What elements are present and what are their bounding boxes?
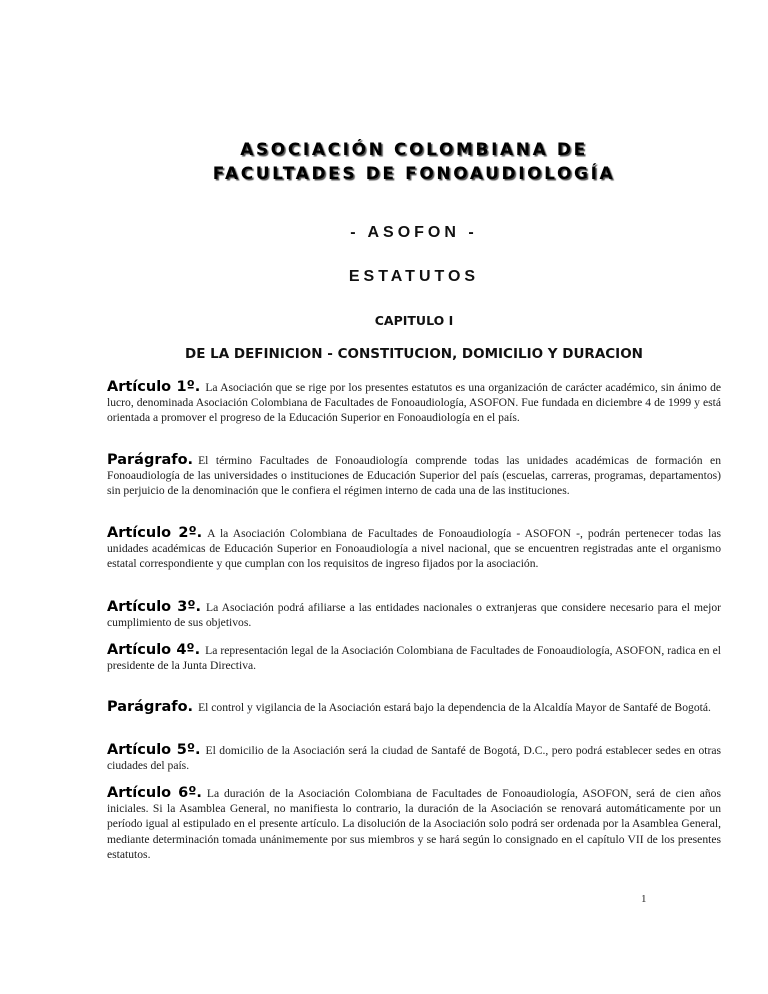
- article-6: [107, 786, 721, 862]
- doc-type-heading: ESTATUTOS: [348, 268, 480, 285]
- article-5: [107, 743, 721, 773]
- paragraph-2: [107, 700, 721, 715]
- article-label: Artículo 6º.: [107, 785, 202, 801]
- main-title-line1: ASOCIACIÓN COLOMBIANA DE: [240, 140, 588, 160]
- article-3: [107, 600, 721, 630]
- article-text: La representación legal de la Asociación Colombiana de Facultades de Fonoaudiología, ASOFON, radica en el presidente de la Junta Directiva.: [107, 644, 722, 673]
- article-text: A la Asociación Colombiana de Facultades de Fonoaudiología - ASOFON -, podrán pertenecer todas las unidades académicas de Educación Superior en Fonoaudiología a nivel nacional, que se encuentren registradas ante el organismo estatal correspondiente y que cumplan con los requisitos de ingreso fijados por la asociación.: [107, 527, 721, 571]
- article-label: Artículo 4º.: [107, 642, 201, 658]
- article-label: Artículo 1º.: [107, 379, 201, 395]
- article-text: El domicilio de la Asociación será la ciudad de Santafé de Bogotá, D.C., pero podrá establecer sedes en otras ciudades del país.: [107, 744, 721, 773]
- article-label: Artículo 3º.: [107, 599, 202, 615]
- page-number: 1: [641, 893, 647, 905]
- article-text: La Asociación podrá afiliarse a las entidades nacionales o extranjeras que considere necesario para el mejor cumplimiento de sus objetivos.: [107, 601, 721, 630]
- article-label: Artículo 2º.: [107, 525, 203, 541]
- article-text: La duración de la Asociación Colombiana de Facultades de Fonoaudiología, ASOFON, será de cien años iniciales. Si la Asamblea General, no manifiesta lo contrario, la duración de la Asociación se renovará automáticamente por un período igual al estipulado en el presente artículo. La disolución de la Asociación solo podrá ser ordenada por la Asamblea General, mediante determinación tomada unánimemente por sus miembros y se hará según lo consignado en el capítulo VII de los presentes estatutos.: [107, 787, 721, 861]
- article-label: Artículo 5º.: [107, 742, 201, 758]
- article-text: La Asociación que se rige por los presentes estatutos es una organización de carácter académico, sin ánimo de lucro, denominada Asociación Colombiana de Facultades de Fonoaudiología, ASOFON. Fue fundada en diciembre 4 de 1999 y está orientada a promover el progreso de la Educación Superior en Fonoaudiología en el país.: [107, 381, 722, 425]
- paragraph-1: [107, 453, 721, 499]
- article-2: [107, 526, 721, 572]
- main-title-line2: FACULTADES DE FONOAUDIOLOGÍA: [212, 164, 616, 184]
- paragraph-label: Parágrafo.: [107, 699, 194, 715]
- chapter-heading: CAPITULO I: [374, 313, 454, 328]
- paragraph-text: El control y vigilancia de la Asociación estará bajo la dependencia de la Alcaldía Mayor de Santafé de Bogotá.: [198, 701, 711, 714]
- chapter-title: DE LA DEFINICION - CONSTITUCION, DOMICILIO Y DURACION: [185, 346, 643, 362]
- article-1: [107, 380, 721, 426]
- article-4: [107, 643, 721, 673]
- paragraph-text: El término Facultades de Fonoaudiología comprende todas las unidades académicas de formación en Fonoaudiología de las universidades o instituciones de Educación Superior del país (escuelas, carreras, programas, departamentos) sin perjuicio de la denominación que le confiera el régimen interno de cada una de las instituciones.: [107, 454, 721, 498]
- title-block: [107, 138, 721, 186]
- paragraph-label: Parágrafo.: [107, 452, 194, 468]
- acronym-subtitle: - ASOFON -: [350, 224, 478, 241]
